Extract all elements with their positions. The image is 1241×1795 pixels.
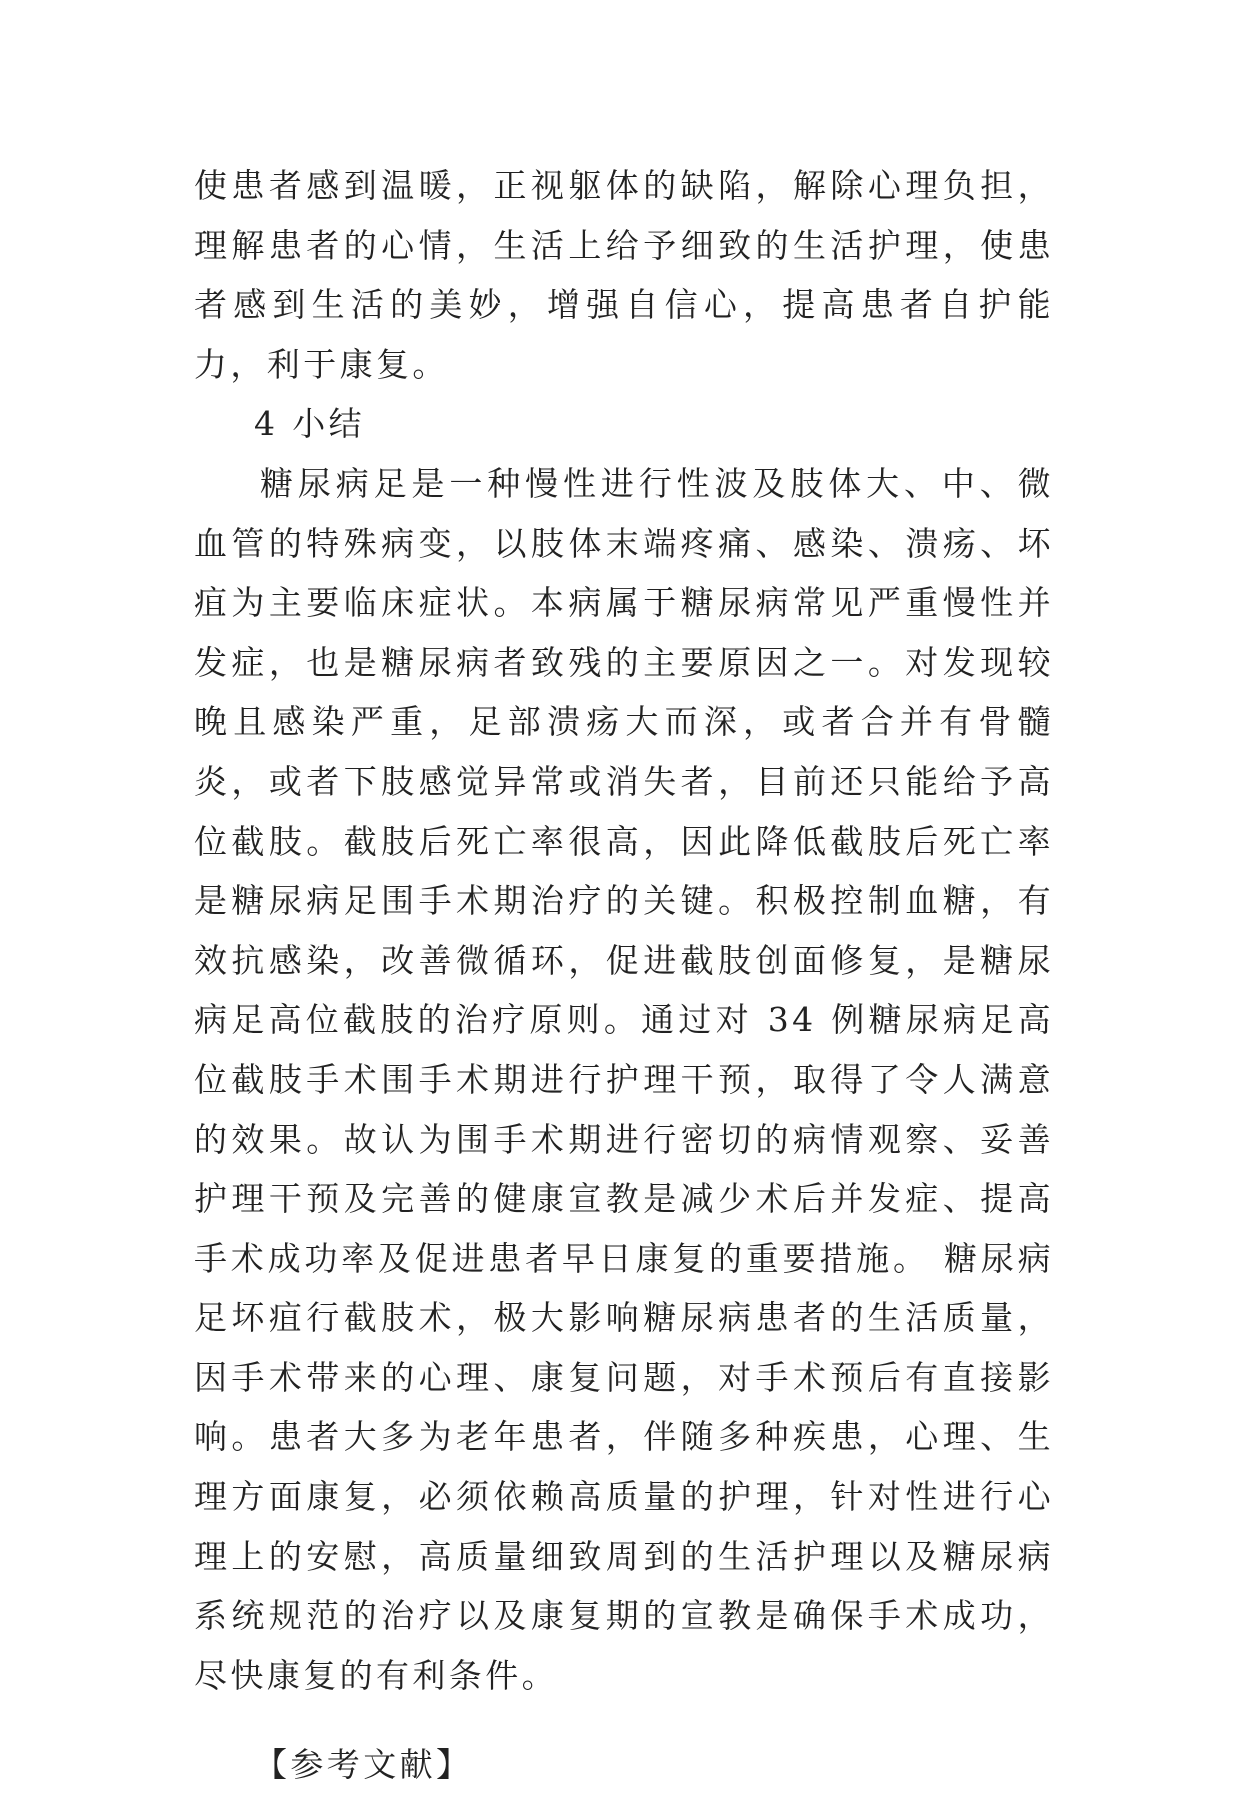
references-heading: 【参考文献】 <box>254 1745 473 1785</box>
summary-paragraph: 糖尿病足是一种慢性进行性波及肢体大、中、微血管的特殊病变，以肢体末端疼痛、感染、溃疡、坏疽为主要临床症状。本病属于糖尿病常见严重慢性并发症，也是糖尿病者致残的主要原因之一。对发现较晚且感染严重，足部溃疡大而深，或者合并有骨髓炎，或者下肢感觉异常或消失者，目前还只能给予高位截肢。截肢后死亡率很高，因此降低截肢后死亡率是糖尿病足围手术期治疗的关键。积极控制血糖，有效抗感染，改善微循环，促进截肢创面修复，是糖尿病足高位截肢的治疗原则。通过对 34 例糖尿病足高位截肢手术围手术期进行护理干预，取得了令人满意的效果。故认为围手术期进行密切的病情观察、妥善护理干预及完善的健康宣教是减少术后并发症、提高手术成功率及促进患者早日康复的重要措施。 糖尿病足坏疽行截肢术，极大影响糖尿病患者的生活质量，因手术带来的心理、康复问题，对手术预后有直接影响。患者大多为老年患者，伴随多种疾患，心理、生理方面康复，必须依赖高质量的护理，针对性进行心理上的安慰，高质量细致周到的生活护理以及糖尿病系统规范的治疗以及康复期的宣教是确保手术成功，尽快康复的有利条件。 <box>194 463 1054 1695</box>
body-text <box>194 156 1054 1795</box>
section-heading: 4 小结 <box>254 404 366 444</box>
continuation-paragraph: 使患者感到温暖，正视躯体的缺陷，解除心理负担，理解患者的心情，生活上给予细致的生活护理，使患者感到生活的美妙，增强自信心，提高患者自护能力，利于康复。 <box>194 166 1054 384</box>
